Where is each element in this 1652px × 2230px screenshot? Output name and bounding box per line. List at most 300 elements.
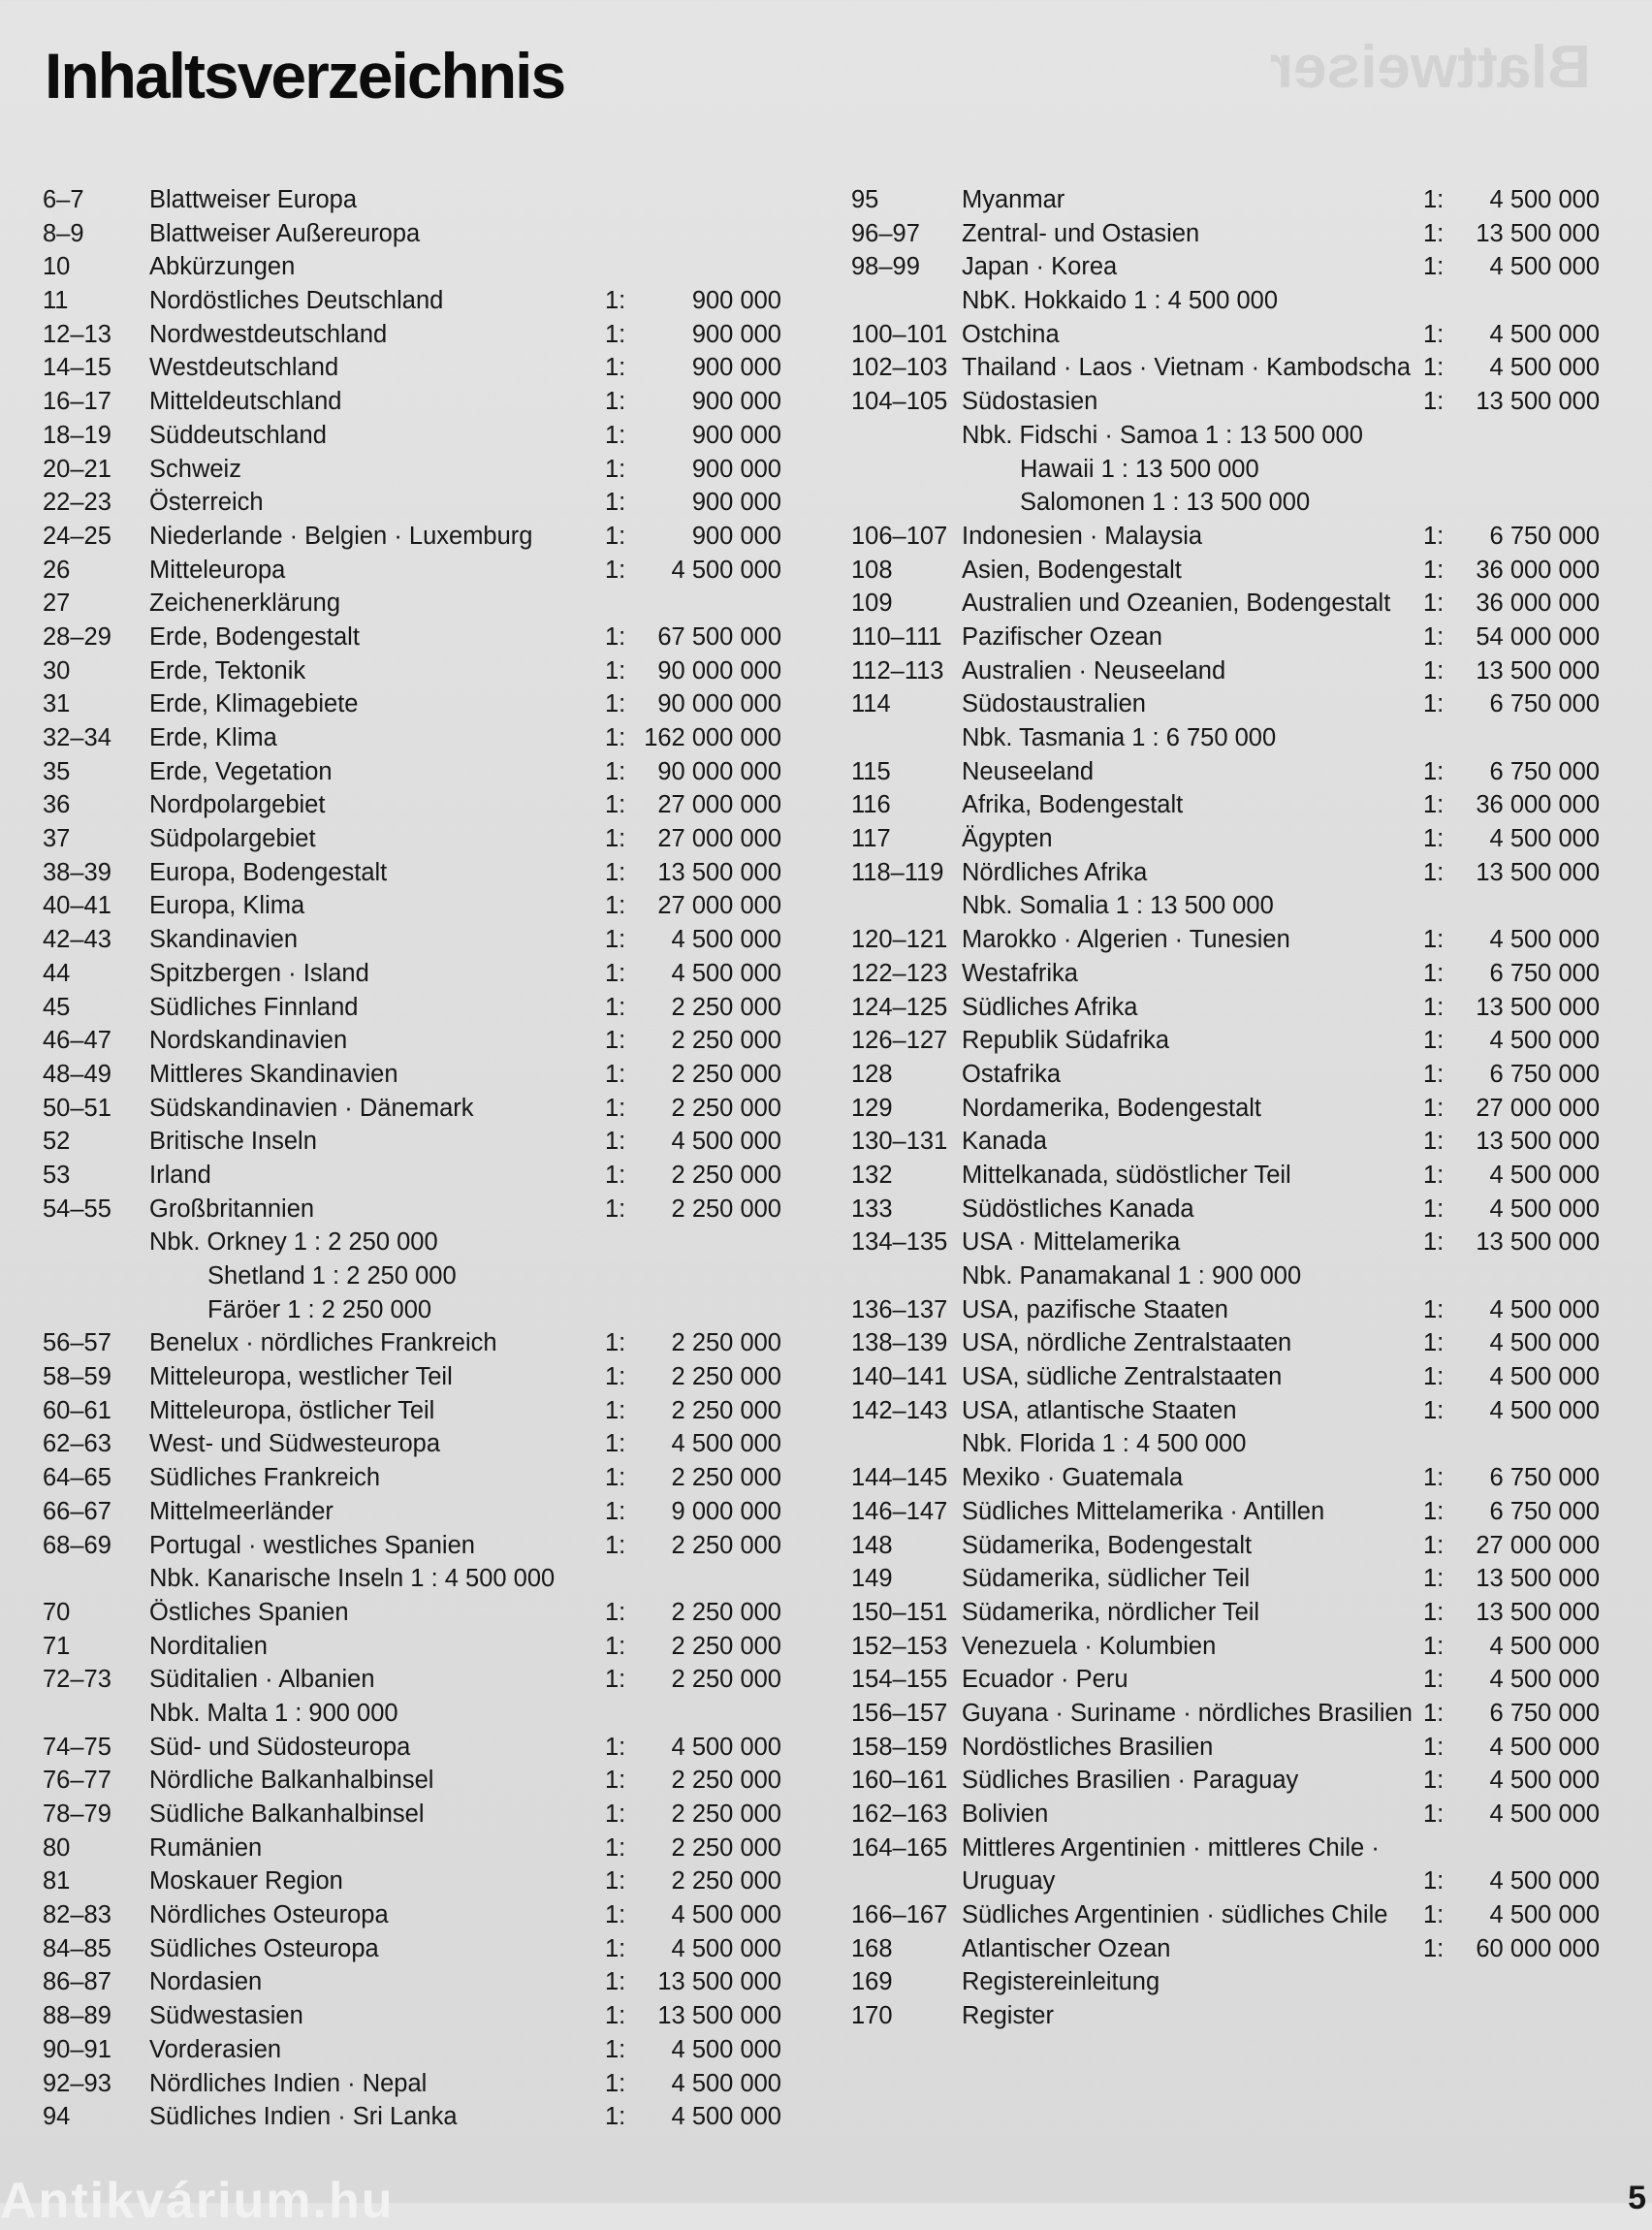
toc-page-number: 112–113	[851, 656, 944, 685]
toc-map-title: USA, südliche Zentralstaaten	[962, 1363, 1283, 1391]
toc-map-title: Nordskandinavien	[149, 1027, 348, 1055]
toc-entry	[43, 1764, 779, 1798]
toc-scale-value: 4 500 000	[1489, 825, 1600, 853]
toc-map-title: Süditalien · Albanien	[149, 1666, 375, 1694]
toc-entry	[43, 957, 779, 991]
toc-scale-value: 13 500 000	[1476, 858, 1600, 886]
toc-map-title: Portugal · westliches Spanien	[149, 1531, 475, 1559]
toc-page-number: 124–125	[851, 993, 948, 1021]
toc-page-number: 35	[43, 757, 71, 785]
toc-map-title: Nbk. Kanarische Inseln 1 : 4 500 000	[149, 1565, 556, 1593]
toc-entry	[43, 1461, 779, 1495]
toc-page-number: 12–13	[43, 320, 111, 348]
toc-page-number: 126–127	[851, 1027, 948, 1055]
toc-scale-value: 4 500 000	[671, 926, 781, 954]
toc-scale-prefix: 1:	[605, 1598, 626, 1626]
toc-page-number: 24–25	[43, 522, 111, 550]
toc-entry	[43, 1293, 779, 1327]
toc-map-title: Register	[962, 2002, 1054, 2030]
toc-scale-prefix: 1:	[605, 287, 626, 315]
toc-map-title: Nbk. Panamakanal 1 : 900 000	[962, 1262, 1302, 1290]
toc-scale-value: 4 500 000	[1489, 1161, 1600, 1189]
toc-map-title: Südostaustralien	[962, 690, 1146, 718]
toc-map-title: Europa, Klima	[149, 892, 305, 920]
toc-map-title: USA, nördliche Zentralstaaten	[962, 1329, 1292, 1357]
toc-scale-prefix: 1:	[605, 1161, 626, 1189]
toc-page-number: 50–51	[43, 1094, 111, 1122]
toc-map-title: Marokko · Algerien · Tunesien	[962, 926, 1290, 954]
toc-page-number: 148	[851, 1531, 893, 1559]
toc-map-title: Nördliches Indien · Nepal	[149, 2069, 428, 2097]
toc-scale-prefix: 1:	[605, 926, 626, 954]
toc-entry	[851, 486, 1598, 520]
toc-scale-prefix: 1:	[605, 1934, 626, 1962]
toc-scale-prefix: 1:	[605, 388, 626, 416]
toc-entry	[851, 788, 1598, 822]
toc-entry	[43, 1965, 779, 1999]
toc-map-title: Nordöstliches Brasilien	[962, 1733, 1214, 1761]
toc-page-number: 76–77	[43, 1767, 111, 1795]
toc-scale-value: 900 000	[691, 455, 781, 483]
toc-entry	[43, 755, 779, 789]
toc-scale-value: 27 000 000	[1476, 1094, 1600, 1122]
toc-scale-value: 90 000 000	[657, 757, 781, 785]
toc-scale-value: 4 500 000	[671, 2035, 781, 2063]
toc-scale-prefix: 1:	[605, 1195, 626, 1223]
toc-map-title: Nordpolargebiet	[149, 791, 326, 819]
toc-page-number: 16–17	[43, 388, 111, 416]
toc-scale-prefix: 1:	[1423, 1767, 1445, 1795]
toc-entry	[851, 250, 1598, 284]
toc-scale-prefix: 1:	[1423, 1632, 1445, 1660]
toc-page-number: 169	[851, 1968, 893, 1996]
toc-scale-prefix: 1:	[1423, 1497, 1445, 1525]
toc-scale-value: 6 750 000	[1489, 1699, 1600, 1727]
toc-scale-prefix: 1:	[605, 724, 626, 751]
toc-entry	[851, 318, 1598, 352]
toc-scale-value: 2 250 000	[671, 1833, 781, 1862]
toc-scale-value: 4 500 000	[1489, 1867, 1600, 1896]
toc-map-title: Südostasien	[962, 388, 1098, 416]
toc-left-column	[43, 183, 779, 2134]
toc-scale-value: 900 000	[691, 287, 781, 315]
toc-map-title: Republik Südafrika	[962, 1027, 1170, 1055]
toc-scale-value: 900 000	[691, 388, 781, 416]
toc-entry	[43, 788, 779, 822]
toc-scale-value: 2 250 000	[671, 1094, 781, 1122]
toc-map-title: Nordasien	[149, 1968, 263, 1996]
toc-scale-prefix: 1:	[605, 1464, 626, 1492]
toc-scale-value: 900 000	[691, 320, 781, 348]
toc-map-title: Nördliches Afrika	[962, 858, 1148, 886]
toc-entry	[43, 2100, 779, 2134]
toc-scale-value: 4 500 000	[671, 556, 781, 584]
toc-map-title: Österreich	[149, 489, 264, 517]
toc-map-title: Indonesien · Malaysia	[962, 522, 1203, 550]
toc-scale-value: 900 000	[691, 489, 781, 517]
toc-entry	[43, 1495, 779, 1529]
toc-entry	[851, 687, 1598, 721]
toc-entry	[851, 1326, 1598, 1360]
toc-page-number: 142–143	[851, 1396, 948, 1424]
toc-entry	[851, 957, 1598, 991]
toc-entry	[43, 1596, 779, 1630]
toc-entry	[43, 822, 779, 856]
toc-page-number: 129	[851, 1094, 893, 1122]
toc-page-number: 22–23	[43, 489, 111, 517]
toc-entry	[43, 453, 779, 487]
page-title: Inhaltsverzeichnis	[45, 40, 565, 112]
toc-page-number: 116	[851, 791, 891, 819]
toc-map-title: Japan · Korea	[962, 253, 1118, 281]
toc-page-number: 38–39	[43, 858, 111, 886]
toc-scale-value: 6 750 000	[1489, 1060, 1600, 1088]
toc-map-title: Mittleres Skandinavien	[149, 1060, 398, 1088]
toc-page-number: 42–43	[43, 926, 111, 954]
toc-map-title: Westafrika	[962, 959, 1078, 987]
toc-map-title: Myanmar	[962, 186, 1065, 213]
toc-entry	[851, 621, 1598, 654]
toc-entry	[43, 385, 779, 419]
toc-scale-value: 13 500 000	[1476, 1128, 1600, 1156]
toc-entry	[851, 1058, 1598, 1092]
toc-entry	[851, 1663, 1598, 1697]
toc-scale-prefix: 1:	[1423, 757, 1445, 785]
toc-scale-value: 36 000 000	[1476, 556, 1600, 584]
toc-scale-value: 4 500 000	[1489, 1733, 1600, 1761]
toc-map-title: Spitzbergen · Island	[149, 959, 369, 987]
toc-page-number: 45	[43, 993, 71, 1021]
toc-map-title: Nbk. Malta 1 : 900 000	[149, 1699, 398, 1727]
toc-map-title: Atlantischer Ozean	[962, 1934, 1171, 1962]
toc-scale-value: 27 000 000	[657, 892, 781, 920]
toc-scale-prefix: 1:	[1423, 1733, 1445, 1761]
toc-page-number: 26	[43, 556, 71, 584]
toc-scale-value: 900 000	[691, 354, 781, 382]
toc-scale-prefix: 1:	[1423, 926, 1445, 954]
toc-scale-value: 4 500 000	[671, 1128, 781, 1156]
toc-entry	[851, 520, 1598, 554]
toc-scale-prefix: 1:	[605, 1632, 626, 1660]
toc-entry	[851, 755, 1598, 789]
toc-scale-value: 2 250 000	[671, 1027, 781, 1055]
toc-map-title: Vorderasien	[149, 2035, 282, 2063]
toc-scale-prefix: 1:	[605, 791, 626, 819]
toc-scale-value: 4 500 000	[1489, 1195, 1600, 1223]
toc-page-number: 48–49	[43, 1060, 111, 1088]
toc-scale-prefix: 1:	[605, 1733, 626, 1761]
toc-map-title: Nordwestdeutschland	[149, 320, 388, 348]
toc-scale-value: 13 500 000	[1476, 219, 1600, 247]
toc-scale-value: 4 500 000	[1489, 1666, 1600, 1694]
toc-page-number: 81	[43, 1867, 71, 1896]
toc-page-number: 104–105	[851, 388, 948, 416]
toc-map-title: Shetland 1 : 2 250 000	[207, 1262, 457, 1290]
toc-map-title: Guyana · Suriname · nördliches Brasilien	[962, 1699, 1413, 1727]
toc-scale-prefix: 1:	[1423, 1094, 1445, 1122]
toc-scale-prefix: 1:	[1423, 858, 1445, 886]
toc-entry	[851, 1764, 1598, 1798]
toc-map-title: Blattweiser Außereuropa	[149, 219, 421, 247]
toc-entry	[43, 318, 779, 352]
toc-map-title: Britische Inseln	[149, 1128, 317, 1156]
toc-map-title: Südliches Afrika	[962, 993, 1138, 1021]
toc-entry	[43, 351, 779, 385]
toc-page-number: 115	[851, 757, 891, 785]
toc-entry	[851, 1159, 1598, 1193]
toc-entry	[851, 1125, 1598, 1159]
toc-entry	[851, 991, 1598, 1025]
toc-scale-value: 4 500 000	[1489, 1295, 1600, 1323]
toc-scale-prefix: 1:	[605, 354, 626, 382]
toc-entry	[43, 1058, 779, 1092]
toc-page-number: 68–69	[43, 1531, 111, 1559]
toc-scale-value: 90 000 000	[657, 690, 781, 718]
toc-map-title: USA, pazifische Staaten	[962, 1295, 1228, 1323]
toc-scale-value: 2 250 000	[671, 1060, 781, 1088]
toc-map-title: Süddeutschland	[149, 421, 327, 449]
toc-map-title: Nbk. Orkney 1 : 2 250 000	[149, 1228, 438, 1257]
toc-entry	[43, 183, 779, 217]
toc-scale-value: 900 000	[691, 522, 781, 550]
toc-map-title: Benelux · nördliches Frankreich	[149, 1329, 497, 1357]
toc-entry	[851, 1193, 1598, 1226]
toc-entry	[43, 889, 779, 923]
toc-scale-value: 13 500 000	[657, 858, 781, 886]
toc-entry	[43, 1226, 779, 1259]
toc-page-number: 92–93	[43, 2069, 111, 2097]
toc-entry	[851, 1731, 1598, 1765]
toc-scale-prefix: 1:	[1423, 1195, 1445, 1223]
toc-page-number: 158–159	[851, 1733, 948, 1761]
toc-entry	[43, 654, 779, 688]
toc-page-number: 40–41	[43, 892, 111, 920]
toc-page-number: 133	[851, 1195, 893, 1223]
toc-entry	[851, 1394, 1598, 1428]
toc-scale-value: 4 500 000	[671, 2069, 781, 2097]
toc-entry	[43, 1932, 779, 1966]
toc-entry	[43, 1159, 779, 1193]
toc-map-title: Färöer 1 : 2 250 000	[207, 1295, 432, 1323]
toc-entry	[851, 1832, 1598, 1865]
toc-scale-prefix: 1:	[1423, 825, 1445, 853]
toc-map-title: Südliches Osteuropa	[149, 1934, 379, 1962]
toc-map-title: Nbk. Florida 1 : 4 500 000	[962, 1430, 1247, 1458]
toc-page-number: 70	[43, 1598, 71, 1626]
toc-scale-value: 4 500 000	[1489, 1027, 1600, 1055]
toc-entry	[43, 1663, 779, 1697]
toc-entry	[43, 1898, 779, 1932]
toc-entry	[43, 687, 779, 721]
toc-entry	[851, 1529, 1598, 1563]
toc-page-number: 154–155	[851, 1666, 948, 1694]
toc-map-title: Abkürzungen	[149, 253, 296, 281]
toc-scale-prefix: 1:	[605, 522, 626, 550]
toc-scale-value: 4 500 000	[1489, 1632, 1600, 1660]
toc-entry	[43, 1562, 779, 1596]
toc-map-title: Südpolargebiet	[149, 825, 316, 853]
toc-scale-prefix: 1:	[605, 1833, 626, 1862]
toc-scale-prefix: 1:	[1423, 690, 1445, 718]
toc-page-number: 100–101	[851, 320, 948, 348]
toc-scale-value: 900 000	[691, 421, 781, 449]
toc-scale-prefix: 1:	[605, 1027, 626, 1055]
toc-entry	[851, 217, 1598, 251]
toc-scale-value: 6 750 000	[1489, 690, 1600, 718]
toc-page-number: 32–34	[43, 724, 111, 751]
toc-scale-prefix: 1:	[1423, 791, 1445, 819]
toc-page-number: 140–141	[851, 1363, 948, 1391]
toc-map-title: Ecuador · Peru	[962, 1666, 1128, 1694]
toc-scale-prefix: 1:	[605, 1531, 626, 1559]
toc-scale-prefix: 1:	[605, 1396, 626, 1424]
toc-page-number: 162–163	[851, 1800, 948, 1828]
toc-entry	[851, 1495, 1598, 1529]
toc-entry	[43, 217, 779, 251]
toc-map-title: Schweiz	[149, 455, 241, 483]
toc-map-title: Östliches Spanien	[149, 1598, 349, 1626]
toc-page-number: 78–79	[43, 1800, 111, 1828]
toc-scale-value: 6 750 000	[1489, 522, 1600, 550]
toc-scale-prefix: 1:	[605, 1329, 626, 1357]
toc-page-number: 150–151	[851, 1598, 948, 1626]
toc-entry	[851, 1226, 1598, 1259]
toc-map-title: Südwestasien	[149, 2002, 303, 2030]
toc-page-number: 144–145	[851, 1464, 948, 1492]
toc-map-title: Ägypten	[962, 825, 1053, 853]
toc-scale-prefix: 1:	[605, 1128, 626, 1156]
toc-entry	[851, 1427, 1598, 1461]
toc-map-title: Asien, Bodengestalt	[962, 556, 1182, 584]
toc-page-number: 146–147	[851, 1497, 948, 1525]
toc-page-number: 56–57	[43, 1329, 111, 1357]
toc-page-number: 96–97	[851, 219, 920, 247]
toc-scale-value: 2 250 000	[671, 1767, 781, 1795]
toc-map-title: Mitteldeutschland	[149, 388, 342, 416]
toc-scale-prefix: 1:	[605, 858, 626, 886]
toc-map-title: NbK. Hokkaido 1 : 4 500 000	[962, 287, 1279, 315]
toc-scale-value: 2 250 000	[671, 1195, 781, 1223]
toc-page-number: 136–137	[851, 1295, 948, 1323]
toc-entry	[43, 419, 779, 453]
toc-map-title: Europa, Bodengestalt	[149, 858, 388, 886]
toc-page-number: 128	[851, 1060, 893, 1088]
toc-page-number: 20–21	[43, 455, 111, 483]
toc-map-title: Hawaii 1 : 13 500 000	[1020, 455, 1259, 483]
toc-scale-prefix: 1:	[605, 825, 626, 853]
toc-scale-prefix: 1:	[1423, 186, 1445, 213]
toc-page-number: 122–123	[851, 959, 948, 987]
toc-map-title: Erde, Klima	[149, 724, 277, 751]
toc-entry	[43, 856, 779, 890]
toc-map-title: Südliches Mittelamerika · Antillen	[962, 1497, 1325, 1525]
toc-entry	[43, 1697, 779, 1731]
toc-scale-prefix: 1:	[1423, 354, 1445, 382]
toc-entry	[43, 1798, 779, 1832]
toc-scale-prefix: 1:	[1423, 1161, 1445, 1189]
toc-page-number: 110–111	[851, 622, 942, 651]
toc-map-title: Erde, Klimagebiete	[149, 690, 359, 718]
toc-scale-prefix: 1:	[605, 1901, 626, 1929]
toc-scale-prefix: 1:	[605, 1800, 626, 1828]
toc-scale-value: 2 250 000	[671, 1464, 781, 1492]
toc-entry	[851, 1999, 1598, 2033]
toc-map-title: USA, atlantische Staaten	[962, 1396, 1237, 1424]
toc-scale-prefix: 1:	[605, 993, 626, 1021]
toc-entry	[851, 1293, 1598, 1327]
toc-page-number: 28–29	[43, 622, 111, 651]
toc-entry	[851, 1630, 1598, 1664]
toc-entry	[851, 419, 1598, 453]
toc-scale-prefix: 1:	[1423, 1128, 1445, 1156]
toc-scale-prefix: 1:	[1423, 1295, 1445, 1323]
toc-map-title: Salomonen 1 : 13 500 000	[1020, 489, 1311, 517]
toc-scale-value: 2 250 000	[671, 993, 781, 1021]
toc-page-number: 44	[43, 959, 71, 987]
toc-scale-prefix: 1:	[1423, 320, 1445, 348]
toc-scale-value: 36 000 000	[1476, 589, 1600, 618]
toc-scale-prefix: 1:	[1423, 1396, 1445, 1424]
toc-entry	[851, 1898, 1598, 1932]
toc-entry	[851, 1024, 1598, 1058]
toc-scale-prefix: 1:	[605, 656, 626, 685]
toc-scale-prefix: 1:	[605, 1767, 626, 1795]
toc-page-number: 27	[43, 589, 71, 618]
watermark: Antikvárium.hu	[0, 2173, 395, 2229]
toc-scale-value: 4 500 000	[1489, 354, 1600, 382]
toc-page-number: 74–75	[43, 1733, 111, 1761]
toc-scale-value: 4 500 000	[1489, 320, 1600, 348]
toc-scale-prefix: 1:	[1423, 556, 1445, 584]
toc-scale-value: 4 500 000	[1489, 1363, 1600, 1391]
toc-page-number: 132	[851, 1161, 893, 1189]
toc-scale-prefix: 1:	[1423, 1800, 1445, 1828]
toc-scale-value: 6 750 000	[1489, 757, 1600, 785]
toc-entry	[851, 889, 1598, 923]
toc-scale-value: 4 500 000	[1489, 1396, 1600, 1424]
toc-scale-value: 2 250 000	[671, 1598, 781, 1626]
toc-entry	[43, 1125, 779, 1159]
toc-entry	[851, 284, 1598, 318]
toc-scale-prefix: 1:	[605, 1666, 626, 1694]
toc-scale-value: 162 000 000	[644, 724, 781, 751]
toc-map-title: Mittelmeerländer	[149, 1497, 334, 1525]
toc-map-title: Mitteleuropa, westlicher Teil	[149, 1363, 453, 1391]
toc-page-number: 66–67	[43, 1497, 111, 1525]
toc-page-number: 90–91	[43, 2035, 111, 2063]
toc-page-number: 130–131	[851, 1128, 948, 1156]
toc-scale-prefix: 1:	[1423, 656, 1445, 685]
toc-entry	[851, 1259, 1598, 1293]
toc-entry	[851, 822, 1598, 856]
toc-entry	[43, 1193, 779, 1226]
toc-map-title: Ostchina	[962, 320, 1060, 348]
toc-map-title: Südskandinavien · Dänemark	[149, 1094, 474, 1122]
toc-right-column	[851, 183, 1598, 2033]
toc-map-title: Südamerika, südlicher Teil	[962, 1565, 1251, 1593]
toc-scale-value: 4 500 000	[1489, 1901, 1600, 1929]
toc-scale-value: 27 000 000	[657, 825, 781, 853]
toc-entry	[43, 1529, 779, 1563]
toc-entry	[851, 1562, 1598, 1596]
toc-entry	[43, 2033, 779, 2067]
toc-scale-prefix: 1:	[1423, 1531, 1445, 1559]
toc-scale-value: 2 250 000	[671, 1800, 781, 1828]
toc-entry	[851, 1798, 1598, 1832]
toc-scale-prefix: 1:	[605, 2035, 626, 2063]
toc-scale-value: 13 500 000	[657, 1968, 781, 1996]
toc-page-number: 54–55	[43, 1195, 111, 1223]
